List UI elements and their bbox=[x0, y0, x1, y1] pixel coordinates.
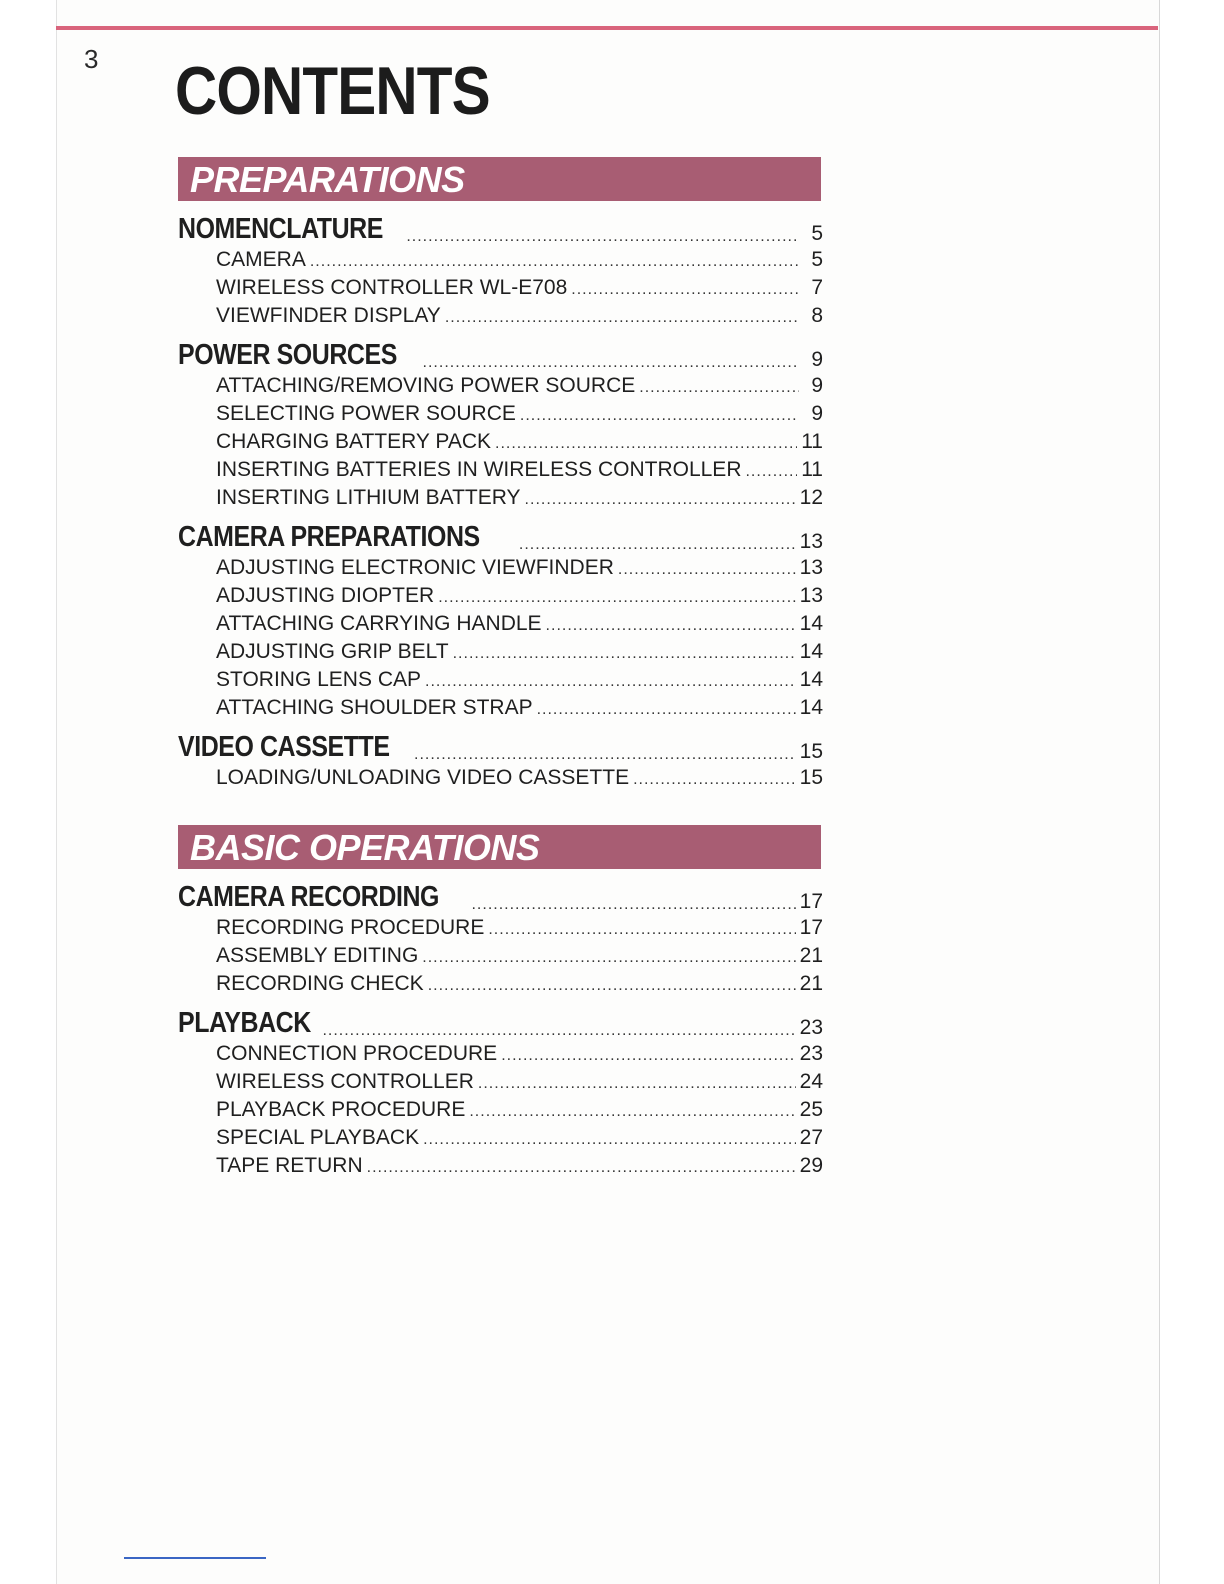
toc-page-number: 27 bbox=[799, 1126, 823, 1149]
toc-page-number: 9 bbox=[811, 374, 823, 397]
section-banner-label: BASIC OPERATIONS bbox=[190, 827, 540, 868]
toc-entry-label: INSERTING LITHIUM BATTERY bbox=[216, 486, 521, 509]
dot-leader bbox=[414, 746, 796, 764]
dot-leader bbox=[428, 977, 796, 995]
toc-heading-label: CAMERA PREPARATIONS bbox=[178, 521, 480, 553]
toc-entry-label: CAMERA bbox=[216, 248, 306, 271]
toc-entry-label: INSERTING BATTERIES IN WIRELESS CONTROLLER bbox=[216, 458, 742, 481]
toc-heading-label: POWER SOURCES bbox=[178, 339, 397, 371]
toc-page-number: 23 bbox=[799, 1042, 823, 1065]
dot-leader bbox=[495, 435, 797, 453]
toc-page-number: 13 bbox=[799, 584, 823, 607]
toc-entry[interactable] bbox=[178, 972, 823, 1000]
toc-entry[interactable] bbox=[178, 402, 823, 430]
dot-leader bbox=[367, 1159, 796, 1177]
toc-entry-label: ADJUSTING DIOPTER bbox=[216, 584, 435, 607]
section-banner-basic-operations bbox=[178, 825, 821, 869]
dot-leader bbox=[445, 309, 799, 327]
toc-heading[interactable] bbox=[178, 874, 823, 916]
toc-page-number: 29 bbox=[799, 1154, 823, 1177]
dot-leader bbox=[406, 228, 799, 246]
page-number: 3 bbox=[84, 44, 99, 74]
toc-entry-label: WIRELESS CONTROLLER WL-E708 bbox=[216, 276, 568, 299]
toc-page-number: 9 bbox=[811, 402, 823, 425]
toc-heading-label: PLAYBACK bbox=[178, 1007, 311, 1039]
dot-leader bbox=[639, 379, 799, 397]
toc-entry[interactable] bbox=[178, 486, 823, 514]
toc-entry-label: ATTACHING/REMOVING POWER SOURCE bbox=[216, 374, 636, 397]
toc-entry-label: ADJUSTING GRIP BELT bbox=[216, 640, 449, 663]
dot-leader bbox=[478, 1075, 796, 1093]
toc-entry[interactable] bbox=[178, 1042, 823, 1070]
toc-page-number: 7 bbox=[811, 276, 823, 299]
toc-entry-label: TAPE RETURN bbox=[216, 1154, 363, 1177]
toc-entry[interactable] bbox=[178, 556, 823, 584]
toc-heading[interactable] bbox=[178, 332, 823, 374]
toc-page-number: 14 bbox=[799, 668, 823, 691]
toc-page-number: 15 bbox=[799, 766, 823, 789]
toc-entry-label: WIRELESS CONTROLLER bbox=[216, 1070, 474, 1093]
toc-entry[interactable] bbox=[178, 304, 823, 332]
dot-leader bbox=[453, 645, 796, 663]
toc-entry[interactable] bbox=[178, 668, 823, 696]
dot-leader bbox=[423, 1131, 796, 1149]
toc-entry[interactable] bbox=[178, 696, 823, 724]
toc-page-number: 12 bbox=[799, 486, 823, 509]
toc-page-number: 14 bbox=[799, 640, 823, 663]
toc-entry-label: STORING LENS CAP bbox=[216, 668, 421, 691]
toc-heading[interactable] bbox=[178, 1000, 823, 1042]
dot-leader bbox=[422, 949, 795, 967]
toc-heading[interactable] bbox=[178, 206, 823, 248]
toc-page-number: 11 bbox=[801, 430, 823, 453]
toc-page-number: 9 bbox=[811, 348, 823, 371]
toc-entry-label: ATTACHING SHOULDER STRAP bbox=[216, 696, 533, 719]
toc-entry[interactable] bbox=[178, 640, 823, 668]
bottom-rule bbox=[124, 1557, 266, 1559]
dot-leader bbox=[423, 354, 799, 372]
toc-entry[interactable] bbox=[178, 766, 823, 794]
dot-leader bbox=[537, 701, 796, 719]
toc-entry-label: ATTACHING CARRYING HANDLE bbox=[216, 612, 542, 635]
dot-leader bbox=[525, 491, 796, 509]
toc-page-number: 13 bbox=[799, 556, 823, 579]
toc-entry[interactable] bbox=[178, 276, 823, 304]
toc-entry[interactable] bbox=[178, 374, 823, 402]
toc-entry[interactable] bbox=[178, 1070, 823, 1098]
dot-leader bbox=[425, 673, 796, 691]
toc-heading-label: CAMERA RECORDING bbox=[178, 881, 439, 913]
dot-leader bbox=[546, 617, 796, 635]
toc-entry[interactable] bbox=[178, 916, 823, 944]
dot-leader bbox=[618, 561, 796, 579]
toc-entry[interactable] bbox=[178, 248, 823, 276]
toc-page-number: 8 bbox=[811, 304, 823, 327]
toc-entry[interactable] bbox=[178, 1098, 823, 1126]
dot-leader bbox=[310, 253, 799, 271]
toc-heading[interactable] bbox=[178, 514, 823, 556]
dot-leader bbox=[519, 536, 796, 554]
toc-entry[interactable] bbox=[178, 944, 823, 972]
toc-page-number: 23 bbox=[799, 1016, 823, 1039]
toc-page-number: 25 bbox=[799, 1098, 823, 1121]
section-banner-label: PREPARATIONS bbox=[190, 159, 465, 200]
toc-preparations bbox=[178, 206, 823, 794]
toc-heading-label: NOMENCLATURE bbox=[178, 213, 383, 245]
toc-entry[interactable] bbox=[178, 1154, 823, 1182]
dot-leader bbox=[322, 1022, 795, 1040]
toc-entry[interactable] bbox=[178, 430, 823, 458]
toc-page-number: 14 bbox=[799, 612, 823, 635]
toc-entry-label: ADJUSTING ELECTRONIC VIEWFINDER bbox=[216, 556, 614, 579]
toc-page-number: 24 bbox=[799, 1070, 823, 1093]
toc-basic-operations bbox=[178, 874, 823, 1182]
page-title: CONTENTS bbox=[175, 53, 490, 129]
toc-page-number: 11 bbox=[801, 458, 823, 481]
dot-leader bbox=[488, 921, 795, 939]
toc-entry[interactable] bbox=[178, 458, 823, 486]
dot-leader bbox=[633, 771, 796, 789]
toc-entry-label: SPECIAL PLAYBACK bbox=[216, 1126, 420, 1149]
toc-entry-label: VIEWFINDER DISPLAY bbox=[216, 304, 441, 327]
section-banner-preparations bbox=[178, 157, 821, 201]
toc-page-number: 21 bbox=[799, 944, 823, 967]
toc-entry-label: RECORDING CHECK bbox=[216, 972, 424, 995]
toc-page-number: 17 bbox=[799, 916, 823, 939]
dot-leader bbox=[469, 1103, 795, 1121]
toc-page-number: 5 bbox=[811, 222, 823, 245]
toc-entry-label: PLAYBACK PROCEDURE bbox=[216, 1098, 466, 1121]
toc-heading-label: VIDEO CASSETTE bbox=[178, 731, 390, 763]
toc-entry-label: RECORDING PROCEDURE bbox=[216, 916, 485, 939]
toc-entry-label: SELECTING POWER SOURCE bbox=[216, 402, 516, 425]
toc-entry-label: CHARGING BATTERY PACK bbox=[216, 430, 491, 453]
toc-entry[interactable] bbox=[178, 612, 823, 640]
dot-leader bbox=[438, 589, 795, 607]
dot-leader bbox=[520, 407, 799, 425]
toc-page-number: 15 bbox=[799, 740, 823, 763]
toc-entry[interactable] bbox=[178, 1126, 823, 1154]
toc-entry-label: LOADING/UNLOADING VIDEO CASSETTE bbox=[216, 766, 630, 789]
top-rule bbox=[56, 26, 1158, 30]
dot-leader bbox=[471, 896, 795, 914]
toc-heading[interactable] bbox=[178, 724, 823, 766]
dot-leader bbox=[571, 281, 799, 299]
toc-entry-label: CONNECTION PROCEDURE bbox=[216, 1042, 498, 1065]
toc-page-number: 13 bbox=[799, 530, 823, 553]
toc-entry-label: ASSEMBLY EDITING bbox=[216, 944, 419, 967]
toc-page-number: 17 bbox=[799, 890, 823, 913]
toc-page-number: 14 bbox=[799, 696, 823, 719]
dot-leader bbox=[501, 1047, 795, 1065]
dot-leader bbox=[745, 463, 797, 481]
toc-entry[interactable] bbox=[178, 584, 823, 612]
toc-page-number: 21 bbox=[799, 972, 823, 995]
toc-page-number: 5 bbox=[811, 248, 823, 271]
